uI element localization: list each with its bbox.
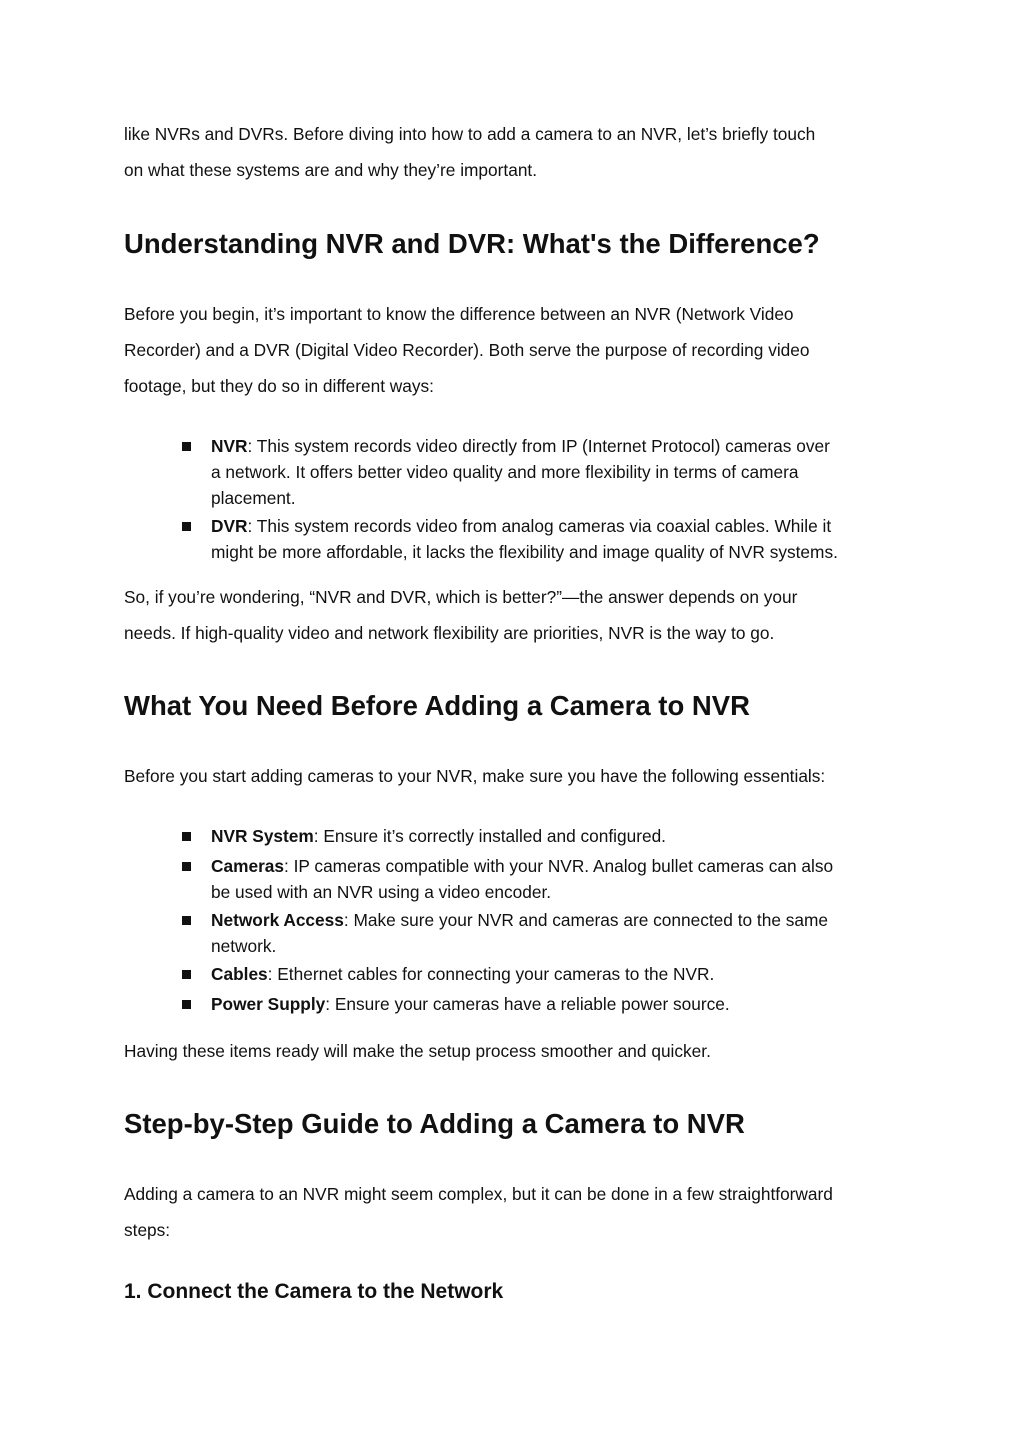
list-item-term: Cameras bbox=[211, 856, 285, 876]
list-item bbox=[124, 433, 904, 511]
essentials-bullet-list bbox=[124, 823, 904, 1017]
paragraph-line: Before you start adding cameras to your NVR, make sure you have the following essentials: bbox=[124, 766, 826, 786]
list-item-text: : This system records video from analog cameras via coaxial cables. While it bbox=[247, 516, 832, 536]
square-bullet-icon bbox=[182, 522, 191, 531]
square-bullet-icon bbox=[182, 862, 191, 871]
list-item-text: might be more affordable, it lacks the flexibility and image quality of NVR systems. bbox=[211, 542, 838, 562]
paragraph-line: steps: bbox=[124, 1220, 171, 1240]
square-bullet-icon bbox=[182, 442, 191, 451]
step-1-subheading: 1. Connect the Camera to the Network bbox=[124, 1280, 504, 1303]
list-item-text: : Make sure your NVR and cameras are connected to the same bbox=[343, 910, 828, 930]
section-heading-step-by-step: Step-by-Step Guide to Adding a Camera to NVR bbox=[124, 1108, 745, 1139]
paragraph-line: Adding a camera to an NVR might seem complex, but it can be done in a few straightforward bbox=[124, 1184, 833, 1204]
section2-closing-paragraph bbox=[124, 1033, 904, 1069]
list-item-text: : IP cameras compatible with your NVR. Analog bullet cameras can also bbox=[284, 856, 834, 876]
paragraph-line: footage, but they do so in different ways: bbox=[124, 376, 434, 396]
list-item-text: : This system records video directly from IP (Internet Protocol) cameras over bbox=[247, 436, 830, 456]
list-item-term: Power Supply bbox=[211, 994, 326, 1014]
paragraph-line: Having these items ready will make the setup process smoother and quicker. bbox=[124, 1041, 711, 1061]
paragraph-line: needs. If high-quality video and network flexibility are priorities, NVR is the way to go. bbox=[124, 623, 775, 643]
square-bullet-icon bbox=[182, 916, 191, 925]
list-item bbox=[124, 853, 904, 905]
paragraph-line: So, if you’re wondering, “NVR and DVR, which is better?”—the answer depends on your bbox=[124, 587, 798, 607]
list-item-text: be used with an NVR using a video encoder. bbox=[211, 882, 552, 902]
paragraph-line: Before you begin, it’s important to know the difference between an NVR (Network Video bbox=[124, 304, 794, 324]
intro-line: on what these systems are and why they’re important. bbox=[124, 160, 538, 180]
section-heading-nvr-dvr: Understanding NVR and DVR: What's the Difference? bbox=[124, 228, 820, 259]
list-item-text: : Ethernet cables for connecting your cameras to the NVR. bbox=[267, 964, 715, 984]
list-item-term: Cables bbox=[211, 964, 268, 984]
section1-paragraph bbox=[124, 296, 904, 404]
square-bullet-icon bbox=[182, 832, 191, 841]
list-item-term: NVR System bbox=[211, 826, 314, 846]
square-bullet-icon bbox=[182, 970, 191, 979]
list-item bbox=[124, 961, 904, 987]
list-item-text: placement. bbox=[211, 488, 296, 508]
section2-paragraph bbox=[124, 758, 904, 794]
section3-paragraph bbox=[124, 1176, 904, 1248]
list-item bbox=[124, 991, 904, 1017]
section-heading-what-you-need: What You Need Before Adding a Camera to NVR bbox=[124, 690, 750, 721]
list-item-term: Network Access bbox=[211, 910, 344, 930]
square-bullet-icon bbox=[182, 1000, 191, 1009]
list-item-text: : Ensure your cameras have a reliable power source. bbox=[325, 994, 730, 1014]
list-item bbox=[124, 513, 904, 565]
list-item-text: : Ensure it’s correctly installed and configured. bbox=[313, 826, 666, 846]
intro-line: like NVRs and DVRs. Before diving into how to add a camera to an NVR, let’s briefly touch bbox=[124, 124, 816, 144]
nvr-dvr-bullet-list bbox=[124, 433, 904, 565]
section1-closing-paragraph bbox=[124, 579, 904, 651]
list-item bbox=[124, 823, 904, 849]
intro-paragraph bbox=[124, 116, 904, 188]
list-item-text: network. bbox=[211, 936, 277, 956]
list-item-term: NVR bbox=[211, 436, 248, 456]
paragraph-line: Recorder) and a DVR (Digital Video Recorder). Both serve the purpose of recording video bbox=[124, 340, 810, 360]
list-item-term: DVR bbox=[211, 516, 248, 536]
list-item bbox=[124, 907, 904, 959]
list-item-text: a network. It offers better video quality and more flexibility in terms of camera bbox=[211, 462, 799, 482]
